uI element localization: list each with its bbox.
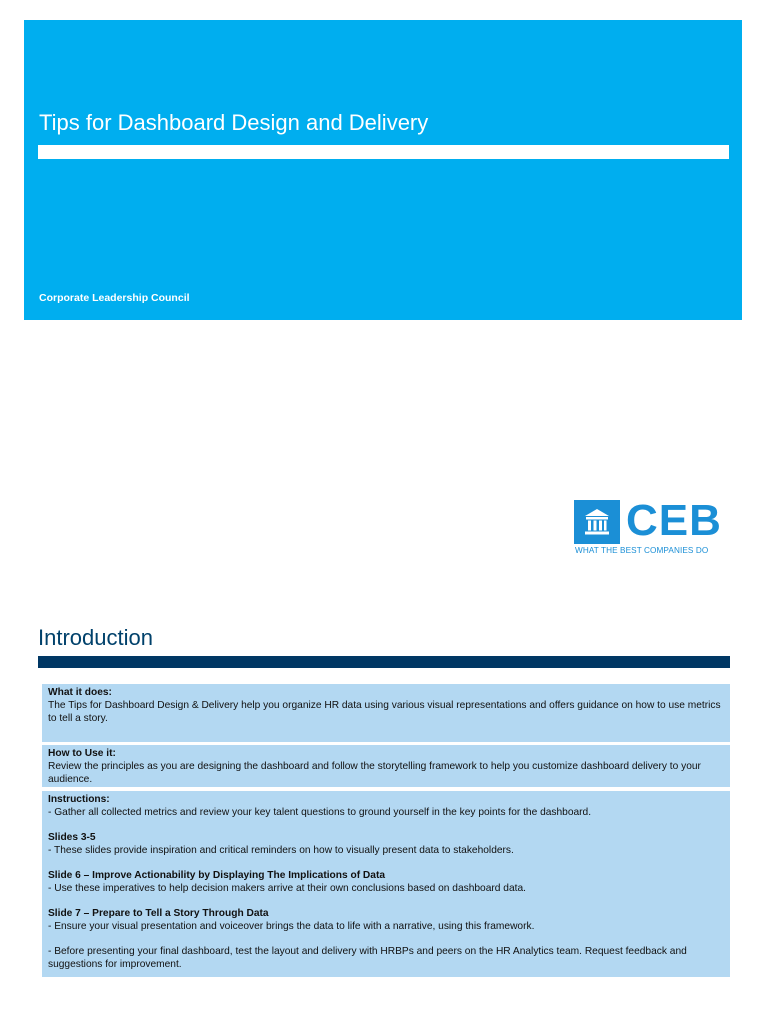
introduction-rule [38,656,730,668]
logo-tagline: WHAT THE BEST COMPANIES DO [575,546,709,555]
title-underline-bar [38,145,729,159]
instructions-panel [42,791,730,977]
instructions-gather: - Gather all collected metrics and review your key talent questions to ground yourself in the key points for the dashboard. [48,807,592,818]
ceb-logo [574,496,734,560]
before-presenting-text: - Before presenting your final dashboard, test the layout and delivery with HRBPs and peers on the HR Analytics team. Request feedback and suggestions for improvement. [48,946,687,970]
introduction-heading: Introduction [38,625,153,650]
how-to-use-heading: How to Use it: [48,748,116,759]
what-it-does-heading: What it does: [48,687,112,698]
what-it-does-text: The Tips for Dashboard Design & Delivery help you organize HR data using various visual representations and offers guidance on how to use metrics to tell a story. [48,700,721,724]
slide-7-heading: Slide 7 – Prepare to Tell a Story Through Data [48,908,269,919]
bank-building-icon [574,500,620,544]
slide-6-heading: Slide 6 – Improve Actionability by Displaying The Implications of Data [48,870,386,881]
page-title: Tips for Dashboard Design and Delivery [39,110,429,135]
how-to-use-panel [42,745,730,787]
slide-6-text: - Use these imperatives to help decision makers arrive at their own conclusions based on dashboard data. [48,883,526,894]
logo-wordmark: CEB [626,496,722,545]
slides-3-5-text: - These slides provide inspiration and critical reminders on how to visually present data to stakeholders. [48,845,514,856]
slides-3-5-heading: Slides 3-5 [48,832,96,843]
title-slide [24,20,742,320]
slide-7-text: - Ensure your visual presentation and voiceover brings the data to life with a narrative, using this framework. [48,921,535,932]
organization-name: Corporate Leadership Council [39,292,190,304]
what-it-does-panel [42,684,730,742]
how-to-use-text: Review the principles as you are designing the dashboard and follow the storytelling framework to help you customize dashboard delivery to your audience. [48,761,701,785]
instructions-heading: Instructions: [48,794,110,805]
